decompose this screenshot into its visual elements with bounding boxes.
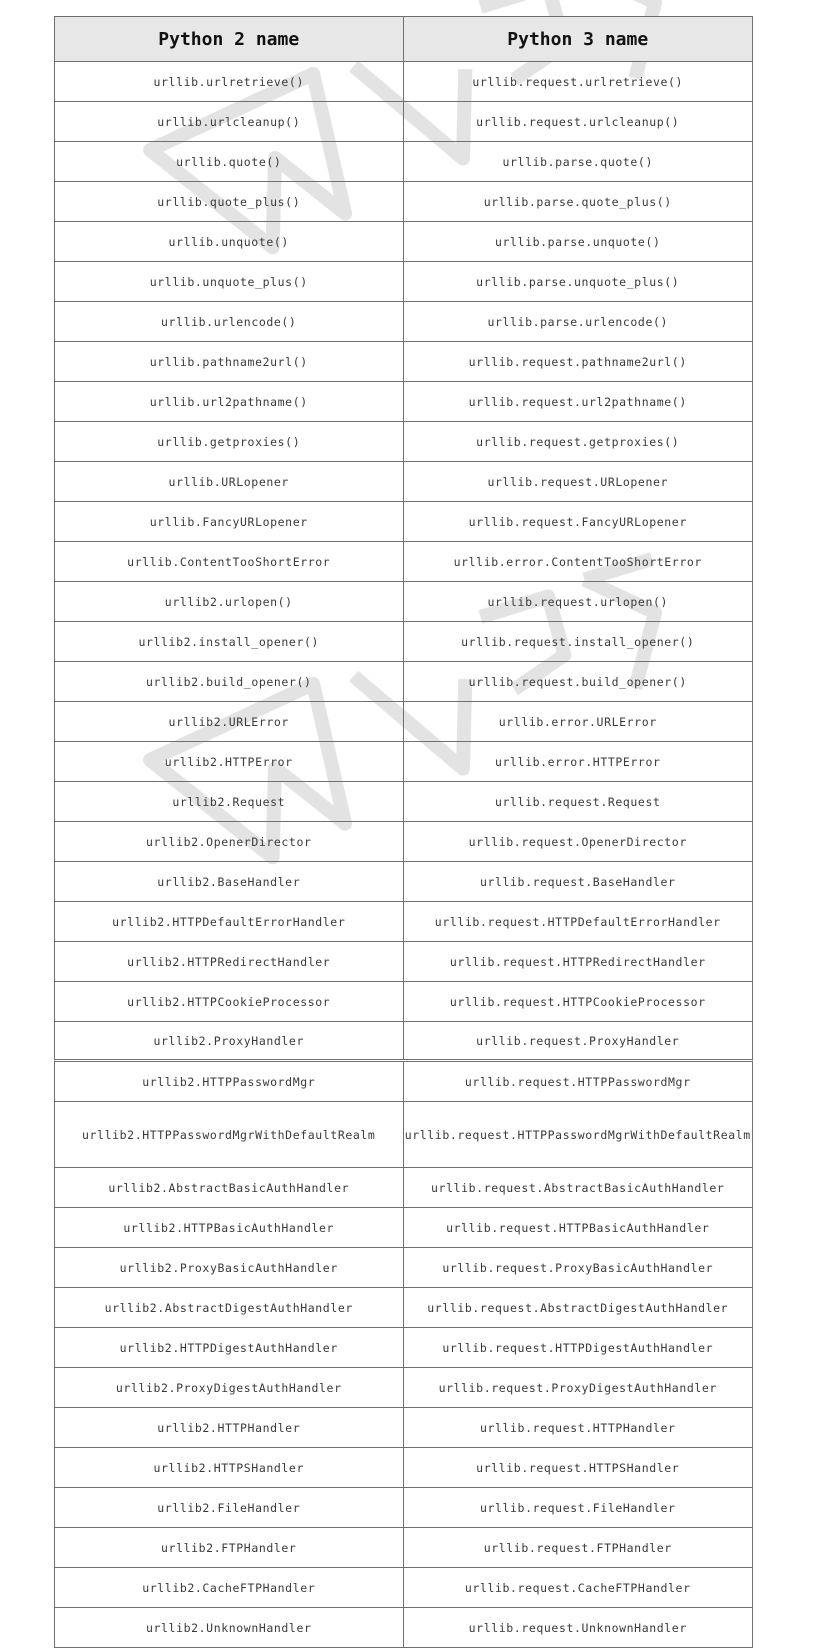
table-row <box>54 262 753 302</box>
table-row <box>54 742 753 782</box>
python2-name-cell: urllib2.HTTPError <box>55 742 404 781</box>
table-row <box>54 1062 753 1102</box>
python2-name-cell: urllib2.FTPHandler <box>55 1528 404 1567</box>
table-row <box>54 1288 753 1328</box>
python2-name-cell: urllib.pathname2url() <box>55 342 404 381</box>
header-python3: Python 3 name <box>507 28 649 50</box>
python3-name-cell: urllib.request.build_opener() <box>468 674 687 689</box>
python3-name-cell: urllib.request.UnknownHandler <box>468 1620 687 1635</box>
python3-name-cell: urllib.request.urlretrieve() <box>472 74 684 89</box>
python2-name-cell: urllib2.HTTPRedirectHandler <box>55 942 404 981</box>
python3-name-cell: urllib.request.FTPHandler <box>483 1540 672 1555</box>
table-row <box>54 1608 753 1648</box>
table-row <box>54 1328 753 1368</box>
python3-name-cell: urllib.error.HTTPError <box>494 754 661 769</box>
table-row <box>54 1102 753 1168</box>
table-row <box>54 862 753 902</box>
python2-name-cell: urllib2.install_opener() <box>55 622 404 661</box>
python3-name-cell: urllib.request.HTTPDefaultErrorHandler <box>434 914 721 929</box>
python2-name-cell: urllib2.AbstractDigestAuthHandler <box>55 1288 404 1327</box>
python3-name-cell: urllib.parse.unquote() <box>494 234 661 249</box>
python2-name-cell: urllib2.ProxyBasicAuthHandler <box>55 1248 404 1287</box>
table-row <box>54 422 753 462</box>
python3-name-cell: urllib.parse.quote() <box>502 154 653 169</box>
python2-name-cell: urllib.urlretrieve() <box>55 62 404 101</box>
table-row <box>54 622 753 662</box>
python3-name-cell: urllib.request.AbstractBasicAuthHandler <box>431 1180 725 1195</box>
python3-name-cell: urllib.request.HTTPSHandler <box>476 1460 680 1475</box>
python3-name-cell: urllib.request.ProxyDigestAuthHandler <box>438 1380 717 1395</box>
python-name-mapping-table <box>54 16 753 1648</box>
python2-name-cell: urllib2.URLError <box>55 702 404 741</box>
table-row <box>54 942 753 982</box>
python2-name-cell: urllib2.HTTPPasswordMgr <box>55 1062 404 1101</box>
table-row <box>54 102 753 142</box>
table-row <box>54 1528 753 1568</box>
table-row <box>54 1208 753 1248</box>
header-python2: Python 2 name <box>55 17 404 61</box>
table-row <box>54 222 753 262</box>
python3-name-cell: urllib.request.Request <box>494 794 661 809</box>
python2-name-cell: urllib2.build_opener() <box>55 662 404 701</box>
python3-name-cell: urllib.request.FileHandler <box>479 1500 676 1515</box>
table-row <box>54 1448 753 1488</box>
python3-name-cell: urllib.request.getproxies() <box>476 434 680 449</box>
python3-name-cell: urllib.request.URLopener <box>487 474 669 489</box>
python2-name-cell: urllib.unquote_plus() <box>55 262 404 301</box>
python3-name-cell: urllib.request.urlopen() <box>487 594 669 609</box>
table-row <box>54 1022 753 1062</box>
table-row <box>54 302 753 342</box>
table-row <box>54 382 753 422</box>
python3-name-cell: urllib.request.url2pathname() <box>468 394 687 409</box>
python3-name-cell: urllib.request.AbstractDigestAuthHandler <box>427 1300 729 1315</box>
python3-name-cell: urllib.request.pathname2url() <box>468 354 687 369</box>
python3-name-cell: urllib.request.BaseHandler <box>479 874 676 889</box>
python3-name-cell: urllib.request.HTTPCookieProcessor <box>449 994 706 1009</box>
python2-name-cell: urllib2.FileHandler <box>55 1488 404 1527</box>
python3-name-cell: urllib.request.CacheFTPHandler <box>464 1580 691 1595</box>
table-row <box>54 462 753 502</box>
python2-name-cell: urllib2.ProxyDigestAuthHandler <box>55 1368 404 1407</box>
python3-name-cell: urllib.request.ProxyBasicAuthHandler <box>442 1260 714 1275</box>
table-row <box>54 542 753 582</box>
table-row <box>54 142 753 182</box>
python2-name-cell: urllib.quote() <box>55 142 404 181</box>
python3-name-cell: urllib.request.ProxyHandler <box>476 1033 680 1048</box>
table-row <box>54 782 753 822</box>
python3-name-cell: urllib.parse.urlencode() <box>487 314 669 329</box>
python2-name-cell: urllib.urlencode() <box>55 302 404 341</box>
table-row <box>54 902 753 942</box>
python2-name-cell: urllib.unquote() <box>55 222 404 261</box>
table-row <box>54 582 753 622</box>
python2-name-cell: urllib2.BaseHandler <box>55 862 404 901</box>
python2-name-cell: urllib2.HTTPCookieProcessor <box>55 982 404 1021</box>
table-row <box>54 1408 753 1448</box>
python3-name-cell: urllib.request.HTTPPasswordMgrWithDefaultRealm <box>404 1127 751 1142</box>
python3-name-cell: urllib.request.HTTPDigestAuthHandler <box>442 1340 714 1355</box>
python2-name-cell: urllib2.HTTPDigestAuthHandler <box>55 1328 404 1367</box>
table-row <box>54 702 753 742</box>
python2-name-cell: urllib.FancyURLopener <box>55 502 404 541</box>
python2-name-cell: urllib2.HTTPPasswordMgrWithDefaultRealm <box>55 1102 404 1167</box>
python2-name-cell: urllib2.Request <box>55 782 404 821</box>
table-row <box>54 182 753 222</box>
python2-name-cell: urllib2.HTTPDefaultErrorHandler <box>55 902 404 941</box>
python2-name-cell: urllib.urlcleanup() <box>55 102 404 141</box>
python2-name-cell: urllib2.HTTPBasicAuthHandler <box>55 1208 404 1247</box>
python2-name-cell: urllib.url2pathname() <box>55 382 404 421</box>
python2-name-cell: urllib.quote_plus() <box>55 182 404 221</box>
python2-name-cell: urllib2.OpenerDirector <box>55 822 404 861</box>
python2-name-cell: urllib2.HTTPHandler <box>55 1408 404 1447</box>
table-row <box>54 342 753 382</box>
python3-name-cell: urllib.request.HTTPPasswordMgr <box>464 1074 691 1089</box>
python3-name-cell: urllib.request.HTTPHandler <box>479 1420 676 1435</box>
table-row <box>54 1248 753 1288</box>
python2-name-cell: urllib2.UnknownHandler <box>55 1608 404 1647</box>
python3-name-cell: urllib.parse.quote_plus() <box>483 194 672 209</box>
python3-name-cell: urllib.request.HTTPBasicAuthHandler <box>446 1220 710 1235</box>
table-row <box>54 1168 753 1208</box>
python2-name-cell: urllib.getproxies() <box>55 422 404 461</box>
table-row <box>54 62 753 102</box>
python3-name-cell: urllib.request.urlcleanup() <box>476 114 680 129</box>
table-row <box>54 1488 753 1528</box>
python2-name-cell: urllib2.urlopen() <box>55 582 404 621</box>
python2-name-cell: urllib2.CacheFTPHandler <box>55 1568 404 1607</box>
table-row <box>54 1368 753 1408</box>
python2-name-cell: urllib.ContentTooShortError <box>55 542 404 581</box>
table-header-row <box>54 16 753 62</box>
python2-name-cell: urllib2.HTTPSHandler <box>55 1448 404 1487</box>
table-row <box>54 1568 753 1608</box>
python2-name-cell: urllib2.AbstractBasicAuthHandler <box>55 1168 404 1207</box>
python3-name-cell: urllib.error.ContentTooShortError <box>453 554 702 569</box>
python3-name-cell: urllib.parse.unquote_plus() <box>476 274 680 289</box>
python3-name-cell: urllib.request.FancyURLopener <box>468 514 687 529</box>
python2-name-cell: urllib2.ProxyHandler <box>55 1022 404 1059</box>
table-body <box>54 62 753 1648</box>
python3-name-cell: urllib.request.install_opener() <box>461 634 695 649</box>
python2-name-cell: urllib.URLopener <box>55 462 404 501</box>
python3-name-cell: urllib.request.OpenerDirector <box>468 834 687 849</box>
python3-name-cell: urllib.request.HTTPRedirectHandler <box>449 954 706 969</box>
table-row <box>54 502 753 542</box>
table-row <box>54 982 753 1022</box>
python3-name-cell: urllib.error.URLError <box>498 714 657 729</box>
table-row <box>54 662 753 702</box>
table-row <box>54 822 753 862</box>
